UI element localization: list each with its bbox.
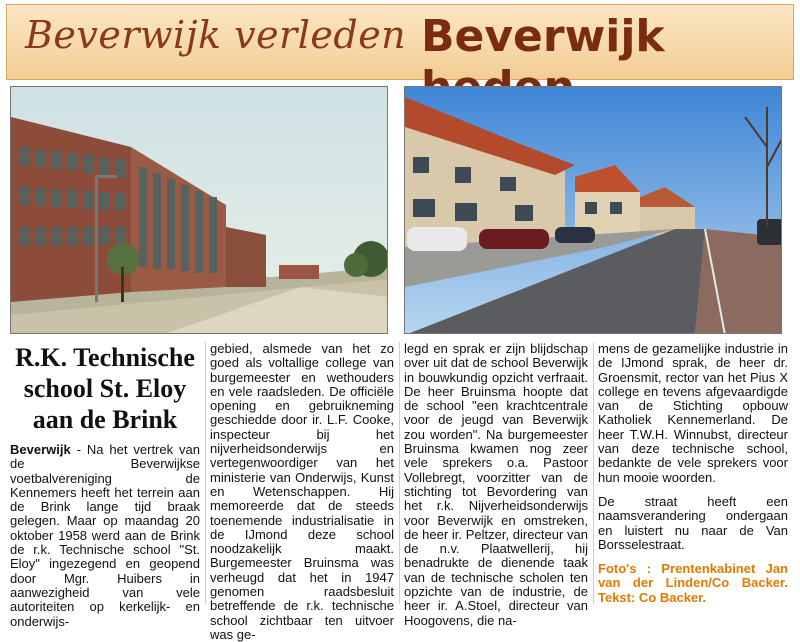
column-text: legd en sprak er zijn blijdschap over uit dat de school Beverwijk in bouwkundig opzicht verfraait. De heer Bruinsma hoopte dat de school "een krachtcentrale voor de jeugd van Beverwijk zou worden". Na burgemeester Bruinsma kwamen nog zeer vele sprekers o.a. Pastoor Vollebregt, voorzitter van de stichting tot Bevordering van het r.k. Nijverheidsonderwijs voor Beverwijk en omstreken, de heer ir. Peltzer, directeur van de n.v. Plaatwellerij, hij benadrukte de dienende taak van de technische scholen ten opzichte van de industrie, de heer ir. A.Stoel, directeur van Hoogovens, die na- <box>404 341 588 628</box>
column-divider <box>399 342 400 604</box>
article-column-1 <box>10 342 200 629</box>
historic-school-photo <box>10 86 388 334</box>
article-column-3 <box>404 342 588 628</box>
column-text: gebied, alsmede van het zo goed als voltallige college van burgemeester en wethouders en vele raadsleden. De officiële opening en gebruikneming geschiedde door ir. L.F. Cooke, inspecteur bij het nijverheidsonderwijs en vertegenwoordiger van het ministerie van Onderwijs, Kunst en Wetenschappen. Hij memoreerde dat de steeds toenemende industrialisatie in de IJmond deze school noodzakelijk maakt. Burgemeester Bruinsma was verheugd dat het in 1947 genomen raadsbesluit betreffende de r.k. technische school zichtbaar ten uitvoer was ge- <box>210 341 394 642</box>
banner-title-past: Beverwijk verleden <box>25 13 407 57</box>
column-divider <box>593 342 594 604</box>
headline-line: R.K. Technische <box>15 343 195 372</box>
column-text: De straat heeft een naamsverandering ondergaan en luistert nu naar de Van Borsselestraat. <box>598 493 788 552</box>
article-column-4 <box>598 342 788 605</box>
column-divider <box>205 342 206 604</box>
headline-line: aan de Brink <box>32 405 178 434</box>
headline-line: school St. Eloy <box>23 374 187 403</box>
photo-credit: Foto's : Prentenkabinet Jan van der Linden/Co Backer. Tekst: Co Backer. <box>598 561 788 605</box>
present-street-photo <box>404 86 782 334</box>
column-text <box>10 443 200 629</box>
article-headline <box>10 342 200 435</box>
dateline: Beverwijk <box>10 442 71 457</box>
page-banner <box>6 4 794 80</box>
article-column-2 <box>210 342 394 642</box>
banner-title-present: Beverwijk <box>421 11 665 62</box>
body-text: - Na het vertrek van de Beverwijkse voetbalvereniging de Kennemers heeft het terrein aan de Brink lange tijd braak gelegen. Maar op maandag 20 oktober 1958 werd aan de Brink de r.k. Technische school "St. Eloy" ingezegend en geopend door Mgr. Huibers in aanwezigheid van vele autoriteiten op kerkelijk- en onderwijs- <box>10 442 200 629</box>
column-text: mens de gezamelijke industrie in de IJmond sprak, de heer dr. Groensmit, rector van het Pius X college en tevens afgevaardigde van de Stichting opbouw Katholiek Kennemerland. De heer T.W.H. Winnubst, directeur van deze technische school, bedankte de vele sprekers voor hun mooie woorden. <box>598 341 788 485</box>
